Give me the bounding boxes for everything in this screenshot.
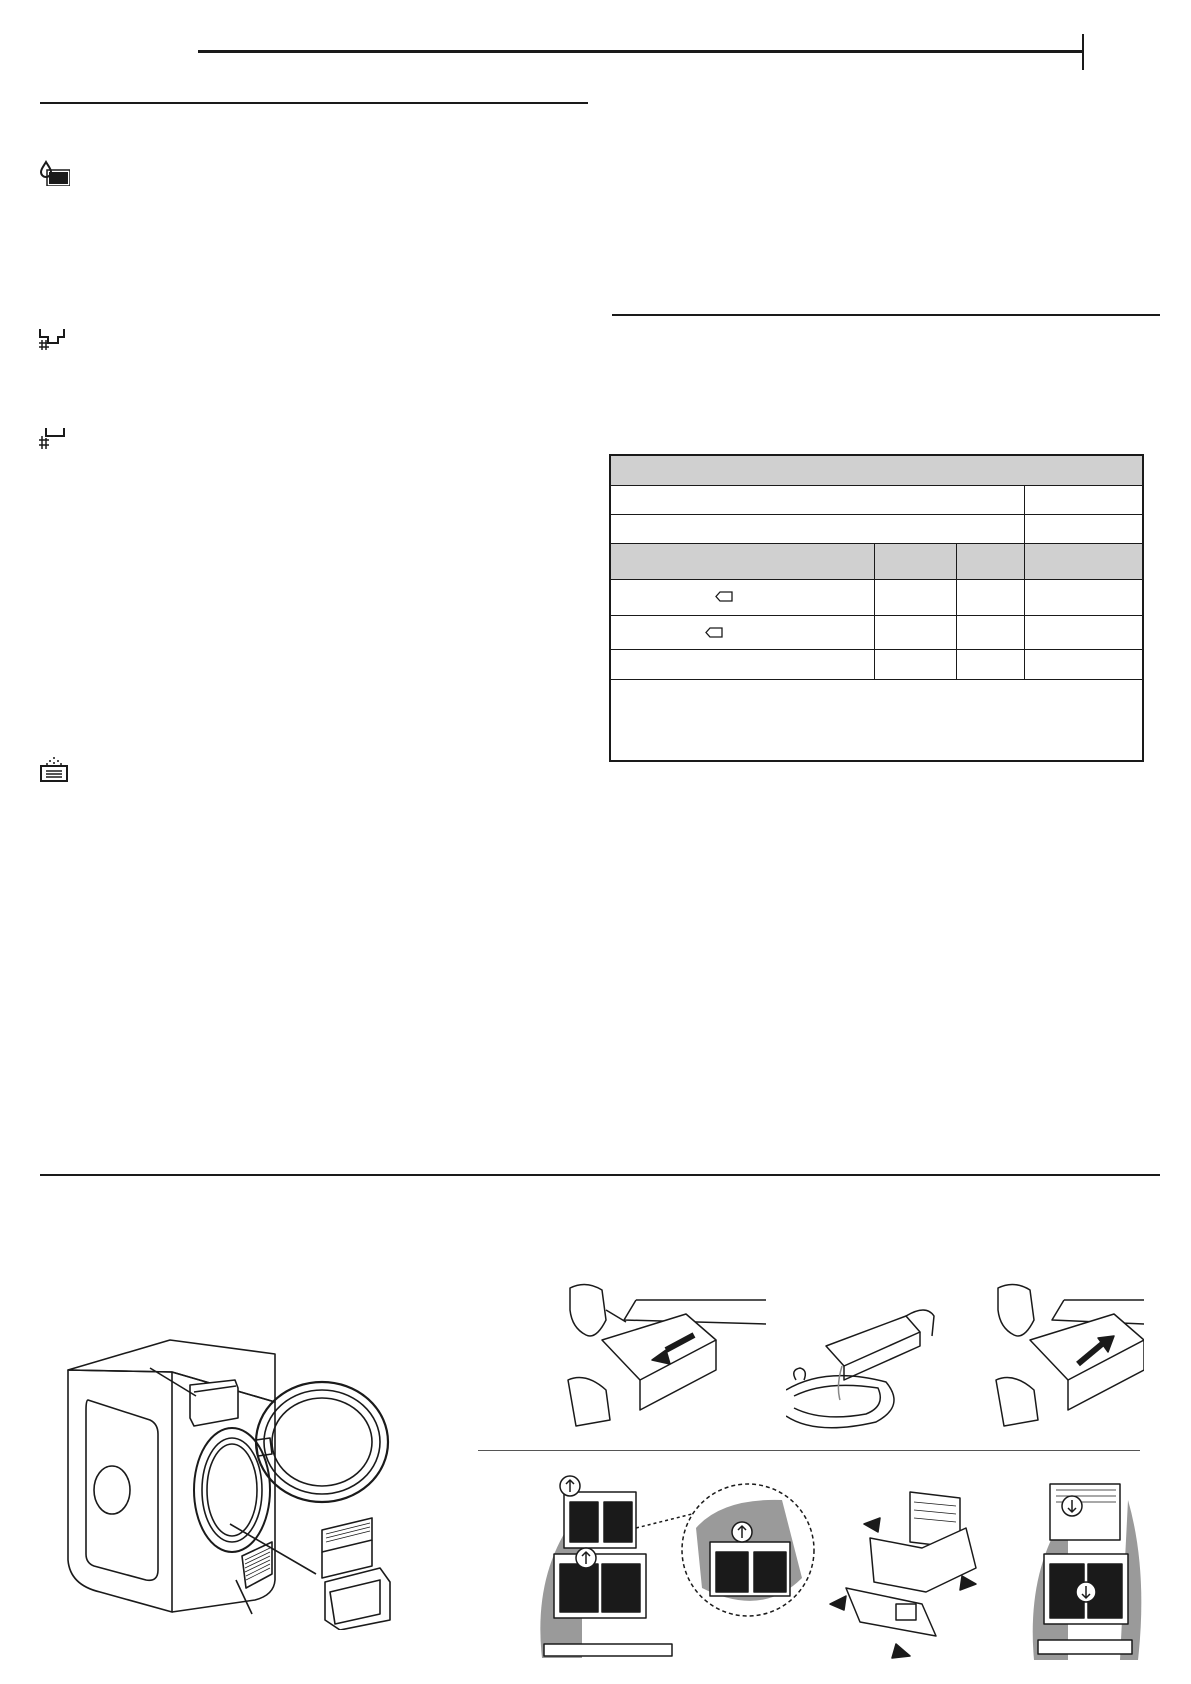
header-tick <box>1082 34 1084 70</box>
bottom-section-rule <box>40 1174 1160 1176</box>
table-row-value <box>1025 486 1142 515</box>
drawer-pull-out-figure <box>566 1280 766 1428</box>
table-data-cell <box>875 650 957 680</box>
tank-drop-icon <box>38 160 70 186</box>
table-data-cell <box>957 616 1025 650</box>
table-data-cell <box>875 616 957 650</box>
steps-separator <box>478 1450 1140 1451</box>
table-subheader-cell <box>875 544 957 580</box>
filter-reinsert-figure <box>1028 1470 1148 1666</box>
drawer-empty-sink-figure <box>786 1296 936 1430</box>
filter-open-figure <box>826 1488 986 1664</box>
table-row-value <box>1025 515 1142 544</box>
tag-icon <box>715 591 733 602</box>
filter-grid-single-icon <box>38 424 70 450</box>
table-row-label <box>611 515 1025 544</box>
table-subheader-cell <box>1025 544 1142 580</box>
table-data-cell <box>957 580 1025 616</box>
table-data-cell <box>1025 650 1142 680</box>
fragrance-dispenser-icon <box>38 756 70 782</box>
table-data-label <box>611 616 875 650</box>
right-section-rule <box>612 314 1160 316</box>
table-data-cell <box>1025 616 1142 650</box>
table-data-cell <box>1025 580 1142 616</box>
spec-table <box>609 454 1144 762</box>
drawer-push-in-figure <box>994 1280 1144 1428</box>
table-data-cell <box>875 580 957 616</box>
table-row-label <box>611 486 1025 515</box>
table-subheader-cell <box>957 544 1025 580</box>
table-data-cell <box>957 650 1025 680</box>
tag-icon <box>705 627 723 638</box>
table-header <box>611 456 1142 486</box>
left-section-rule <box>40 102 588 104</box>
dryer-illustration <box>60 1330 450 1630</box>
table-footnote <box>611 680 1142 760</box>
table-data-label <box>611 650 875 680</box>
header-rule <box>198 50 1084 53</box>
filter-grid-double-icon <box>38 325 70 351</box>
table-data-label <box>611 580 875 616</box>
table-subheader-cell <box>611 544 875 580</box>
filter-remove-figure <box>532 1468 818 1668</box>
